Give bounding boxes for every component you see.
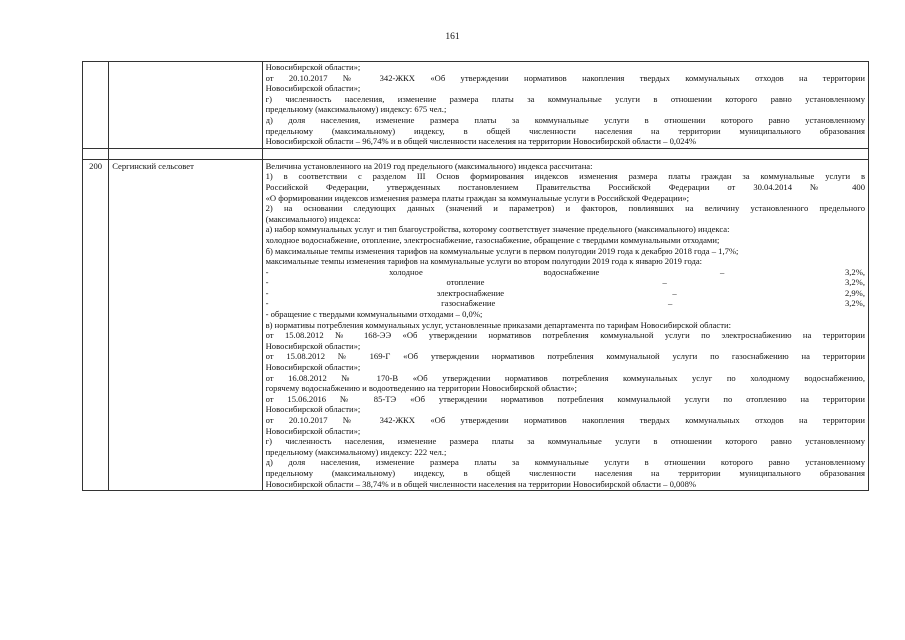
text-line: максимальные темпы изменения тарифов на коммунальные услуги во втором полугодии 2019 года к январю 2019 года:	[265, 256, 703, 267]
text-line: 2) на основании следующих данных (значений и параметров) и факторов, повлиявших на величину установленного предельного	[265, 203, 865, 214]
text-line: - обращение с твердыми коммунальными отходами – 0,0%;	[265, 309, 483, 320]
table-row	[83, 159, 869, 490]
text-line: предельному (максимальному) индексу: 222 чел.;	[265, 446, 447, 457]
text-line: Новосибирской области – 96,74% и в общей численности населения на территории Новосибирской области – 0,024%	[265, 136, 697, 147]
text-line: д) доля населения, изменение размера платы за коммунальные услуги в отношении которого равно установленному	[265, 114, 865, 125]
text-line: Величина установленного на 2019 год предельного (максимального) индекса рассчитана:	[265, 160, 593, 171]
text-line: от 16.08.2012 № 170-В «Об утверждении нормативов потребления коммунальных услуг по холодному водоснабжению,	[265, 372, 865, 383]
text-line: от 15.08.2012 № 168-ЭЭ «Об утверждении нормативов потребления коммунальной услуги по электроснабжению на территории	[265, 330, 865, 341]
text-line: предельному (максимальному) индексу, в общей численности населения на территории муниципального образования	[265, 467, 865, 478]
text-line: Новосибирской области»;	[265, 362, 361, 373]
text-line: - холодное водоснабжение – 3,2%,	[265, 266, 865, 277]
text-line: Новосибирской области»;	[265, 62, 361, 72]
municipality-name	[109, 62, 262, 149]
text-line: г) численность населения, изменение размера платы за коммунальные услуги в отношении которого равно установленному	[265, 436, 865, 447]
text-line: Новосибирской области»;	[265, 425, 361, 436]
text-line: предельному (максимальному) индексу: 675 чел.;	[265, 104, 447, 115]
table-row	[83, 62, 869, 149]
text-line: (максимального) индекса:	[265, 213, 361, 224]
spacer-cell	[109, 148, 262, 159]
text-line: а) набор коммунальных услуг и тип благоустройства, которому соответствует значение предельного (максимального) индекса:	[265, 224, 730, 235]
text-line: горячему водоснабжению и водоотведению на территории Новосибирской области»;	[265, 383, 577, 394]
row-number	[83, 62, 109, 149]
text-line: Новосибирской области»;	[265, 404, 361, 415]
text-line: Новосибирской области»;	[265, 83, 361, 94]
text-line: д) доля населения, изменение размера платы за коммунальные услуги в отношении которого равно установленному	[265, 457, 865, 468]
text-line: - электроснабжение – 2,9%,	[265, 287, 865, 298]
table-spacer-row	[83, 148, 869, 159]
text-line: Новосибирской области – 38,74% и в общей численности населения на территории Новосибирской области – 0,008%	[265, 478, 697, 489]
text-line: предельному (максимальному) индексу, в общей численности населения на территории муниципального образования	[265, 125, 865, 136]
text-line: от 20.10.2017 № 342-ЖКХ «Об утверждении нормативов накопления твердых коммунальных отходов на территории	[265, 72, 865, 83]
page-number: 161	[445, 32, 460, 42]
row-number: 200	[83, 159, 109, 490]
text-line: Новосибирской области»;	[265, 340, 361, 351]
text-line: от 15.06.2016 № 85-ТЭ «Об утверждении нормативов потребления коммунальной услуги по отоплению на территории	[265, 393, 865, 404]
spacer-cell	[83, 148, 109, 159]
row-description	[262, 159, 868, 490]
text-line: Российской Федерации, утвержденных постановлением Правительства Российской Федерации от 30.04.2014 № 400	[265, 181, 865, 192]
text-line: холодное водоснабжение, отопление, электроснабжение, газоснабжение, обращение с твердыми коммунальными отходами;	[265, 234, 720, 245]
municipality-name: Сергинский сельсовет	[109, 159, 262, 490]
text-line: - отопление – 3,2%,	[265, 277, 865, 288]
text-line: от 15.08.2012 № 169-Г «Об утверждении нормативов потребления коммунальной услуги по газоснабжению на территории	[265, 351, 865, 362]
text-line: г) численность населения, изменение размера платы за коммунальные услуги в отношении которого равно установленному	[265, 93, 865, 104]
text-line: «О формировании индексов изменения размера платы граждан за коммунальные услуги в Российской Федерации»;	[265, 192, 690, 203]
spacer-cell	[262, 148, 868, 159]
text-line: - газоснабжение – 3,2%,	[265, 298, 865, 309]
text-line: 1) в соответствии с разделом III Основ формирования индексов изменения размера платы граждан за коммунальные услуги в	[265, 171, 865, 182]
text-line: в) нормативы потребления коммунальных услуг, установленные приказами департамента по тарифам Новосибирской области:	[265, 319, 731, 330]
text-line: б) максимальные темпы изменения тарифов на коммунальные услуги в первом полугодии 2019 года к декабрю 2018 года – 1,7%;	[265, 245, 739, 256]
text-line: от 20.10.2017 № 342-ЖКХ «Об утверждении нормативов накопления твердых коммунальных отходов на территории	[265, 415, 865, 425]
row-description	[262, 62, 868, 149]
document-table	[82, 61, 869, 491]
